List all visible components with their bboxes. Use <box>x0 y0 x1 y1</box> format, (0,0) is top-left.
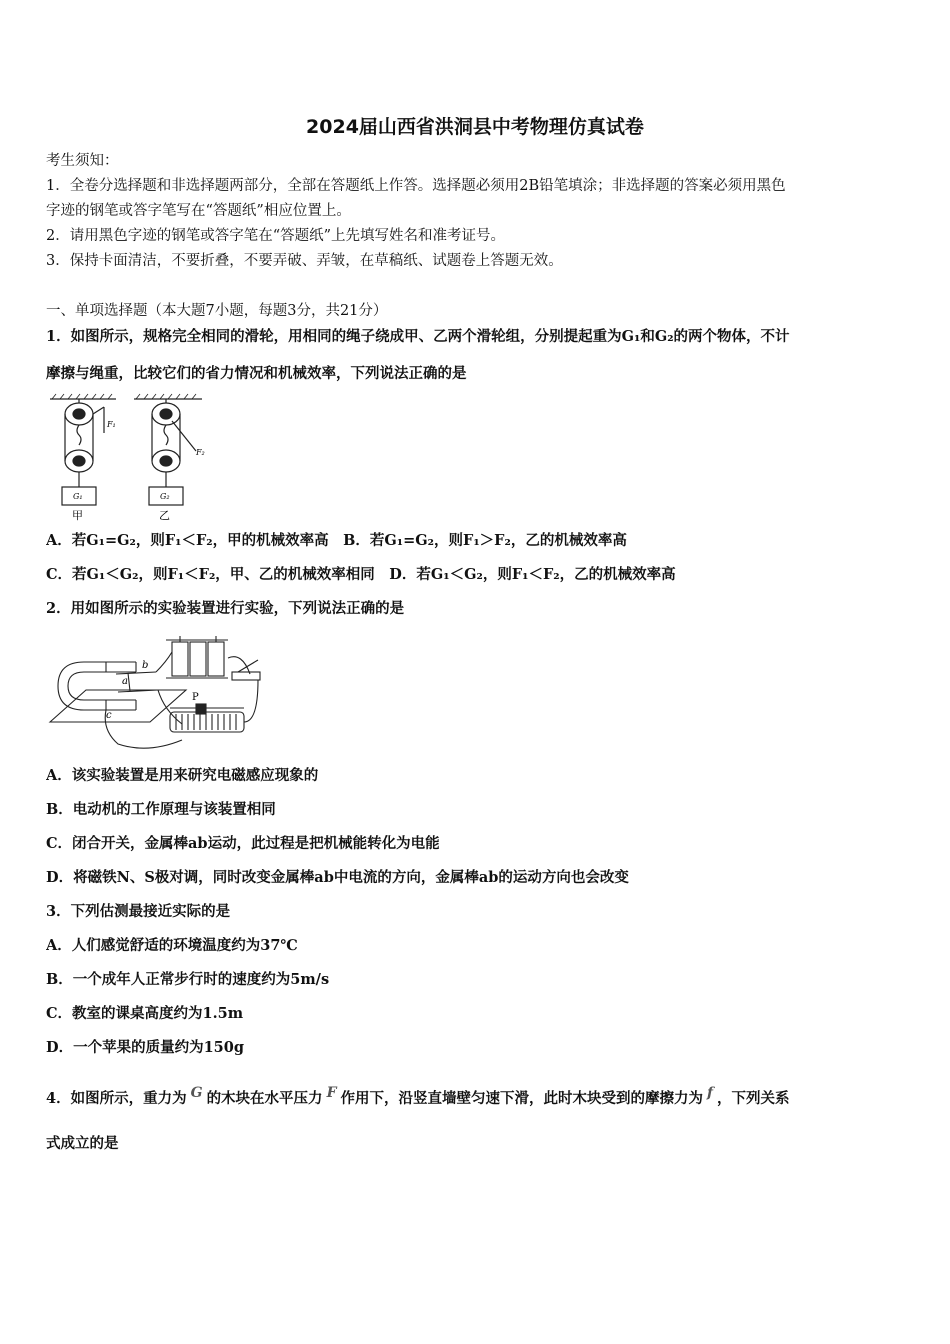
q1-fig-label-f2: F₂ <box>196 448 205 457</box>
q2-stem: 2．用如图所示的实验装置进行实验，下列说法正确的是 <box>46 600 405 617</box>
q1-fig-label-g2: G₂ <box>160 492 170 501</box>
q4-text-part4: ，下列关系 <box>717 1090 790 1107</box>
q2-fig-label-a: a <box>122 676 128 687</box>
q4-text-part3: 作用下，沿竖直墙壁匀速下滑，此时木块受到的摩擦力为 <box>340 1090 704 1107</box>
q1-pulley-figure <box>46 393 216 521</box>
q1-fig-label-f1: F₁ <box>107 420 116 429</box>
q1-options-cd: C．若G₁＜G₂，则F₁＜F₂，甲、乙的机械效率相同 D．若G₁＜G₂，则F₁＜F₂，乙的机械效率高 <box>46 566 676 583</box>
q3-option-d: D．一个苹果的质量约为150g <box>46 1039 244 1056</box>
page-title: 2024届山西省洪洞县中考物理仿真试卷 <box>306 116 644 138</box>
q2-option-d: D．将磁铁N、S极对调，同时改变金属棒ab中电流的方向，金属棒ab的运动方向也会改变 <box>46 869 629 886</box>
q1-stem-line-2: 摩擦与绳重，比较它们的省力情况和机械效率，下列说法正确的是 <box>46 365 467 382</box>
notice-item-1-line-1: 1．全卷分选择题和非选择题两部分，全部在答题纸上作答。选择题必须用2B铅笔填涂；非选择题的答案必须用黑色 <box>46 178 786 194</box>
q1-fig-label-right: 乙 <box>159 509 170 521</box>
q2-option-a: A．该实验装置是用来研究电磁感应现象的 <box>46 767 319 784</box>
q3-stem: 3．下列估测最接近实际的是 <box>46 903 231 920</box>
q2-apparatus-figure <box>46 632 268 754</box>
q3-option-b: B．一个成年人正常步行时的速度约为5m/s <box>46 971 330 988</box>
q4-symbol-g: G <box>190 1085 203 1101</box>
q4-text-part1: 4．如图所示，重力为 <box>46 1090 187 1107</box>
q1-options-ab: A．若G₁=G₂，则F₁＜F₂，甲的机械效率高 B．若G₁=G₂，则F₁＞F₂，乙的机械效率高 <box>46 532 627 549</box>
notice-heading: 考生须知： <box>46 153 119 169</box>
q4-symbol-f-cap: F <box>326 1085 337 1101</box>
q4-stem-line-1 <box>46 1084 908 1108</box>
q2-option-c: C．闭合开关，金属棒ab运动，此过程是把机械能转化为电能 <box>46 835 440 852</box>
q4-symbol-f: f <box>707 1085 714 1101</box>
q3-option-a: A．人们感觉舒适的环境温度约为37℃ <box>46 937 298 954</box>
q4-stem-line-2: 式成立的是 <box>46 1135 119 1152</box>
section-heading: 一、单项选择题（本大题7小题，每题3分，共21分） <box>46 303 388 319</box>
q2-fig-label-b: b <box>142 660 149 671</box>
q1-fig-label-left: 甲 <box>72 509 83 521</box>
notice-item-2: 2．请用黑色字迹的钢笔或答字笔在“答题纸”上先填写姓名和准考证号。 <box>46 228 506 244</box>
notice-item-1-line-2: 字迹的钢笔或答字笔写在“答题纸”相应位置上。 <box>46 203 351 219</box>
q1-stem-line-1: 1．如图所示，规格完全相同的滑轮，用相同的绳子绕成甲、乙两个滑轮组，分别提起重为G₁和G₂的两个物体，不计 <box>46 328 790 345</box>
notice-item-3: 3．保持卡面清洁，不要折叠，不要弄破、弄皱，在草稿纸、试题卷上答题无效。 <box>46 253 563 269</box>
q2-fig-label-p: P <box>192 692 199 703</box>
q1-fig-label-g1: G₁ <box>73 492 83 501</box>
q4-text-part2: 的木块在水平压力 <box>206 1090 323 1107</box>
q2-fig-label-c: c <box>106 710 112 721</box>
q3-option-c: C．教室的课桌高度约为1.5m <box>46 1005 244 1022</box>
q2-option-b: B．电动机的工作原理与该装置相同 <box>46 801 276 818</box>
